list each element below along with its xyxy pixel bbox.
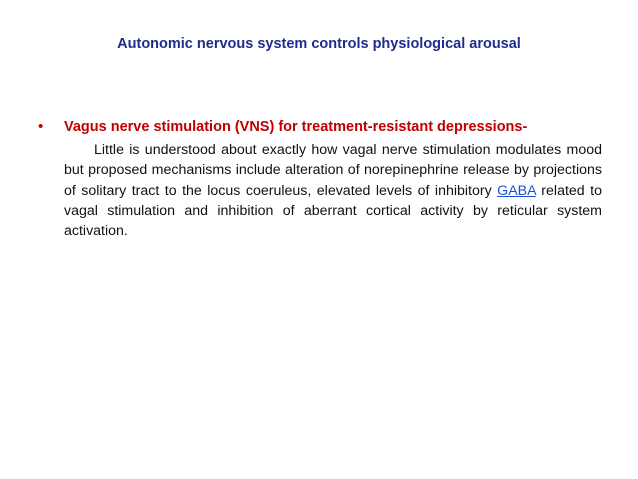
bullet-marker: • xyxy=(38,118,44,135)
paragraph-text-part1: Little is understood about exactly how vagal nerve stimulation modulates mood but proposed mechanisms include alteration of norepinephrine release by projections of solitary tract to the locus coeruleus, elevated levels of inhibitory xyxy=(64,142,602,199)
bullet-heading: Vagus nerve stimulation (VNS) for treatment-resistant depressions- xyxy=(64,119,528,135)
paragraph-text-part2: related to vagal stimulation and inhibition of aberrant cortical activity by reticular system activation. xyxy=(64,182,602,240)
slide-title: Autonomic nervous system controls physiological arousal xyxy=(117,36,521,52)
body-paragraph xyxy=(64,140,602,241)
gaba-link[interactable]: GABA xyxy=(497,182,536,199)
bullet-item xyxy=(38,118,618,135)
